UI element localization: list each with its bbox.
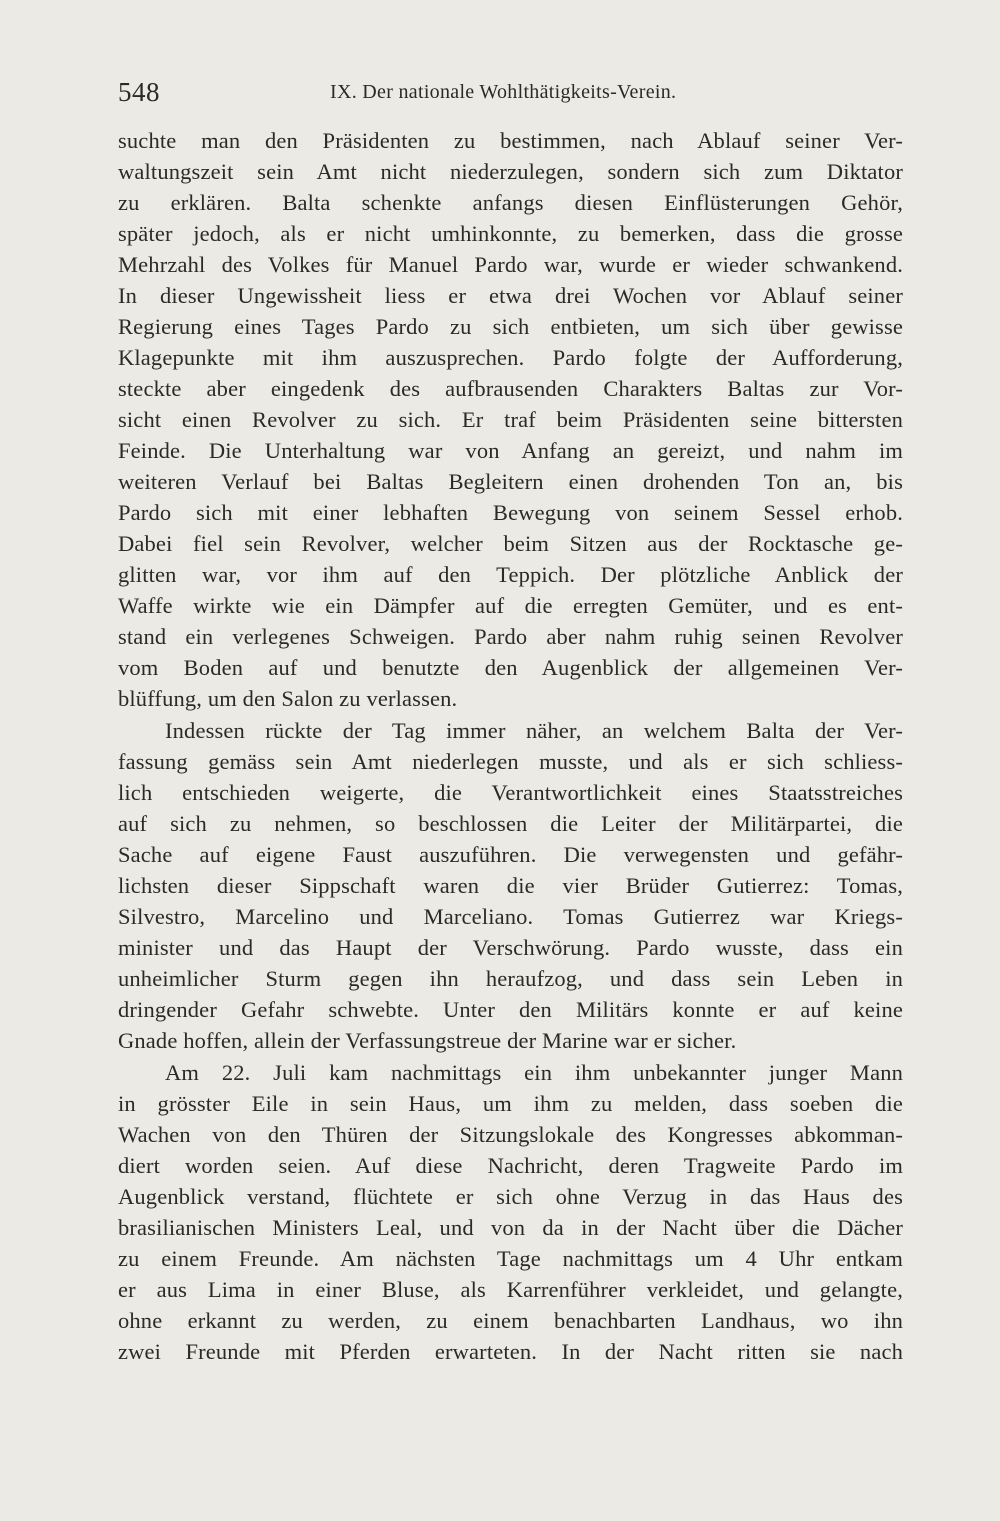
page-number: 548: [118, 77, 160, 107]
text-line: steckte aber eingedenk des aufbrausenden Charakters Baltas zur Vor-: [118, 376, 903, 401]
text-line: später jedoch, als er nicht umhinkonnte, zu bemerken, dass die grosse: [118, 221, 903, 246]
text-line: dringender Gefahr schwebte. Unter den Militärs konnte er auf keine: [118, 997, 903, 1022]
text-line: Pardo sich mit einer lebhaften Bewegung von seinem Sessel erhob.: [118, 500, 903, 525]
text-line: stand ein verlegenes Schweigen. Pardo aber nahm ruhig seinen Revolver: [118, 624, 903, 649]
text-line: Silvestro, Marcelino und Marceliano. Tomas Gutierrez war Kriegs-: [118, 904, 903, 929]
text-line: Mehrzahl des Volkes für Manuel Pardo war, wurde er wieder schwankend.: [118, 252, 903, 277]
text-line: zu einem Freunde. Am nächsten Tage nachmittags um 4 Uhr entkam: [118, 1246, 903, 1271]
text-line: er aus Lima in einer Bluse, als Karrenführer verkleidet, und gelangte,: [118, 1277, 903, 1302]
text-line: fassung gemäss sein Amt niederlegen musste, und als er sich schliess-: [118, 749, 903, 774]
text-line: Indessen rückte der Tag immer näher, an welchem Balta der Ver-: [165, 718, 903, 743]
text-line: Sache auf eigene Faust auszuführen. Die verwegensten und gefähr-: [118, 842, 903, 867]
text-line: suchte man den Präsidenten zu bestimmen, nach Ablauf seiner Ver-: [118, 128, 903, 153]
text-line: Augenblick verstand, flüchtete er sich ohne Verzug in das Haus des: [118, 1184, 903, 1209]
text-line: zu erklären. Balta schenkte anfangs diesen Einflüsterungen Gehör,: [118, 190, 903, 215]
text-line: Gnade hoffen, allein der Verfassungstreue der Marine war er sicher.: [118, 1028, 737, 1053]
text-line: Wachen von den Thüren der Sitzungslokale des Kongresses abkomman-: [118, 1122, 903, 1147]
text-line: unheimlicher Sturm gegen ihn heraufzog, und dass sein Leben in: [118, 966, 903, 991]
text-line: lich entschieden weigerte, die Verantwortlichkeit eines Staatsstreiches: [118, 780, 903, 805]
text-line: Waffe wirkte wie ein Dämpfer auf die erregten Gemüter, und es ent-: [118, 593, 903, 618]
text-line: brasilianischen Ministers Leal, und von da in der Nacht über die Dächer: [118, 1215, 903, 1240]
text-line: auf sich zu nehmen, so beschlossen die Leiter der Militärpartei, die: [118, 811, 903, 836]
text-line: In dieser Ungewissheit liess er etwa drei Wochen vor Ablauf seiner: [118, 283, 903, 308]
text-line: zwei Freunde mit Pferden erwarteten. In der Nacht ritten sie nach: [118, 1339, 903, 1364]
text-line: glitten war, vor ihm auf den Teppich. Der plötzliche Anblick der: [118, 562, 903, 587]
text-line: ohne erkannt zu werden, zu einem benachbarten Landhaus, wo ihn: [118, 1308, 903, 1333]
text-line: lichsten dieser Sippschaft waren die vier Brüder Gutierrez: Tomas,: [118, 873, 903, 898]
text-line: vom Boden auf und benutzte den Augenblick der allgemeinen Ver-: [118, 655, 903, 680]
text-line: Feinde. Die Unterhaltung war von Anfang an gereizt, und nahm im: [118, 438, 903, 463]
text-line: in grösster Eile in sein Haus, um ihm zu melden, dass soeben die: [118, 1091, 903, 1116]
text-line: diert worden seien. Auf diese Nachricht, deren Tragweite Pardo im: [118, 1153, 903, 1178]
text-line: weiteren Verlauf bei Baltas Begleitern einen drohenden Ton an, bis: [118, 469, 903, 494]
text-line: Regierung eines Tages Pardo zu sich entbieten, um sich über gewisse: [118, 314, 903, 339]
running-head: IX. Der nationale Wohlthätigkeits-Verein.: [330, 81, 677, 103]
text-line: waltungszeit sein Amt nicht niederzulegen, sondern sich zum Diktator: [118, 159, 903, 184]
text-line: blüffung, um den Salon zu verlassen.: [118, 686, 458, 711]
text-line: minister und das Haupt der Verschwörung. Pardo wusste, dass ein: [118, 935, 903, 960]
text-line: Am 22. Juli kam nachmittags ein ihm unbekannter junger Mann: [165, 1060, 903, 1085]
text-line: Dabei fiel sein Revolver, welcher beim Sitzen aus der Rocktasche ge-: [118, 531, 903, 556]
page-header: [118, 72, 908, 112]
text-line: sicht einen Revolver zu sich. Er traf beim Präsidenten seine bittersten: [118, 407, 903, 432]
text-line: Klagepunkte mit ihm auszusprechen. Pardo folgte der Aufforderung,: [118, 345, 903, 370]
